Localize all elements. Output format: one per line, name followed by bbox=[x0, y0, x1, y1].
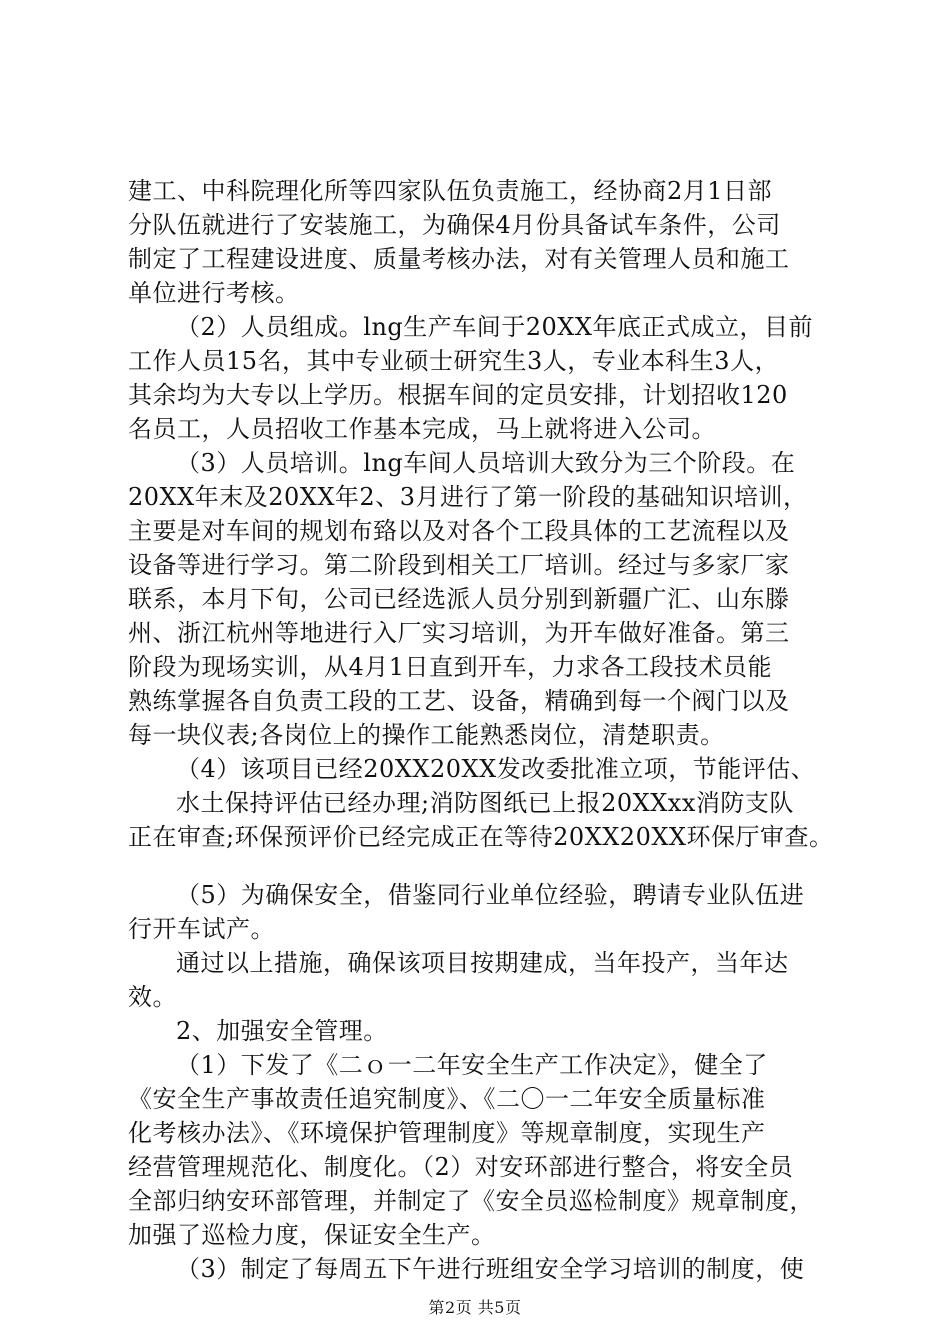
text-line: 效。 bbox=[128, 983, 177, 1011]
text-line: （3）人员培训。lng车间人员培训大致分为三个阶段。在 bbox=[176, 449, 796, 477]
text-line: 化考核办法》、《环境保护管理制度》等规章制度，实现生产 bbox=[128, 1119, 766, 1147]
text-line: 联系，本月下旬，公司已经选派人员分别到新疆广汇、山东滕 bbox=[128, 585, 790, 613]
text-line: 全部归纳安环部管理，并制定了《安全员巡检制度》规章制度， bbox=[128, 1187, 814, 1215]
page-number: 第2页 共5页 bbox=[428, 1298, 522, 1317]
text-line: 正在审查;环保预评价已经完成正在等待20XX20XX环保厅审查。 bbox=[128, 823, 834, 851]
text-line: 名员工，人员招收工作基本完成，马上就将进入公司。 bbox=[128, 415, 716, 443]
text-line: 经营管理规范化、制度化。（2）对安环部进行整合，将安全员 bbox=[128, 1153, 794, 1181]
section-heading: 2、加强安全管理。 bbox=[176, 1017, 388, 1045]
text-line: 行开车试产。 bbox=[128, 915, 275, 943]
text-line: 加强了巡检力度，保证安全生产。 bbox=[128, 1221, 496, 1249]
text-line: （4）该项目已经20XX20XX发改委批准立项，节能评估、 bbox=[176, 755, 816, 783]
text-line: 州、浙江杭州等地进行入厂实习培训，为开车做好准备。第三 bbox=[128, 619, 790, 647]
text-line: （3）制定了每周五下午进行班组安全学习培训的制度，使 bbox=[176, 1255, 805, 1283]
text-line: 主要是对车间的规划布臵以及对各个工段具体的工艺流程以及 bbox=[128, 517, 790, 545]
text-line: 工作人员15名，其中专业硕士研究生3人，专业本科生3人， bbox=[128, 347, 780, 375]
text-line: 20XX年末及20XX年2、3月进行了第一阶段的基础知识培训， bbox=[128, 483, 808, 511]
text-line: 阶段为现场实训，从4月1日直到开车，力求各工段技术员能 bbox=[128, 653, 773, 681]
text-line: 水土保持评估已经办理;消防图纸已上报20XXxx消防支队 bbox=[176, 789, 794, 817]
text-line: 分队伍就进行了安装施工，为确保4月份具备试车条件，公司 bbox=[128, 211, 781, 239]
text-line: 设备等进行学习。第二阶段到相关工厂培训。经过与多家厂家 bbox=[128, 551, 790, 579]
text-line: 通过以上措施，确保该项目按期建成，当年投产，当年达 bbox=[176, 949, 789, 977]
text-line: 其余均为大专以上学历。根据车间的定员安排，计划招收120 bbox=[128, 381, 788, 409]
text-line: 单位进行考核。 bbox=[128, 279, 300, 307]
text-line: 每一块仪表;各岗位上的操作工能熟悉岗位，清楚职责。 bbox=[128, 721, 725, 749]
text-line: 建工、中科院理化所等四家队伍负责施工，经协商2月1日部 bbox=[128, 177, 773, 205]
text-line: （2）人员组成。lng生产车间于20XX年底正式成立，目前 bbox=[176, 313, 813, 341]
text-line: （1）下发了《二ｏ一二年安全生产工作决定》，健全了 bbox=[176, 1051, 768, 1079]
text-line: 熟练掌握各自负责工段的工艺、设备，精确到每一个阀门以及 bbox=[128, 687, 790, 715]
text-line: 制定了工程建设进度、质量考核办法，对有关管理人员和施工 bbox=[128, 245, 790, 273]
text-line: （5）为确保安全，借鉴同行业单位经验，聘请专业队伍进 bbox=[176, 881, 805, 909]
text-line: 《安全生产事故责任追究制度》、《二〇一二年安全质量标准 bbox=[128, 1085, 766, 1113]
